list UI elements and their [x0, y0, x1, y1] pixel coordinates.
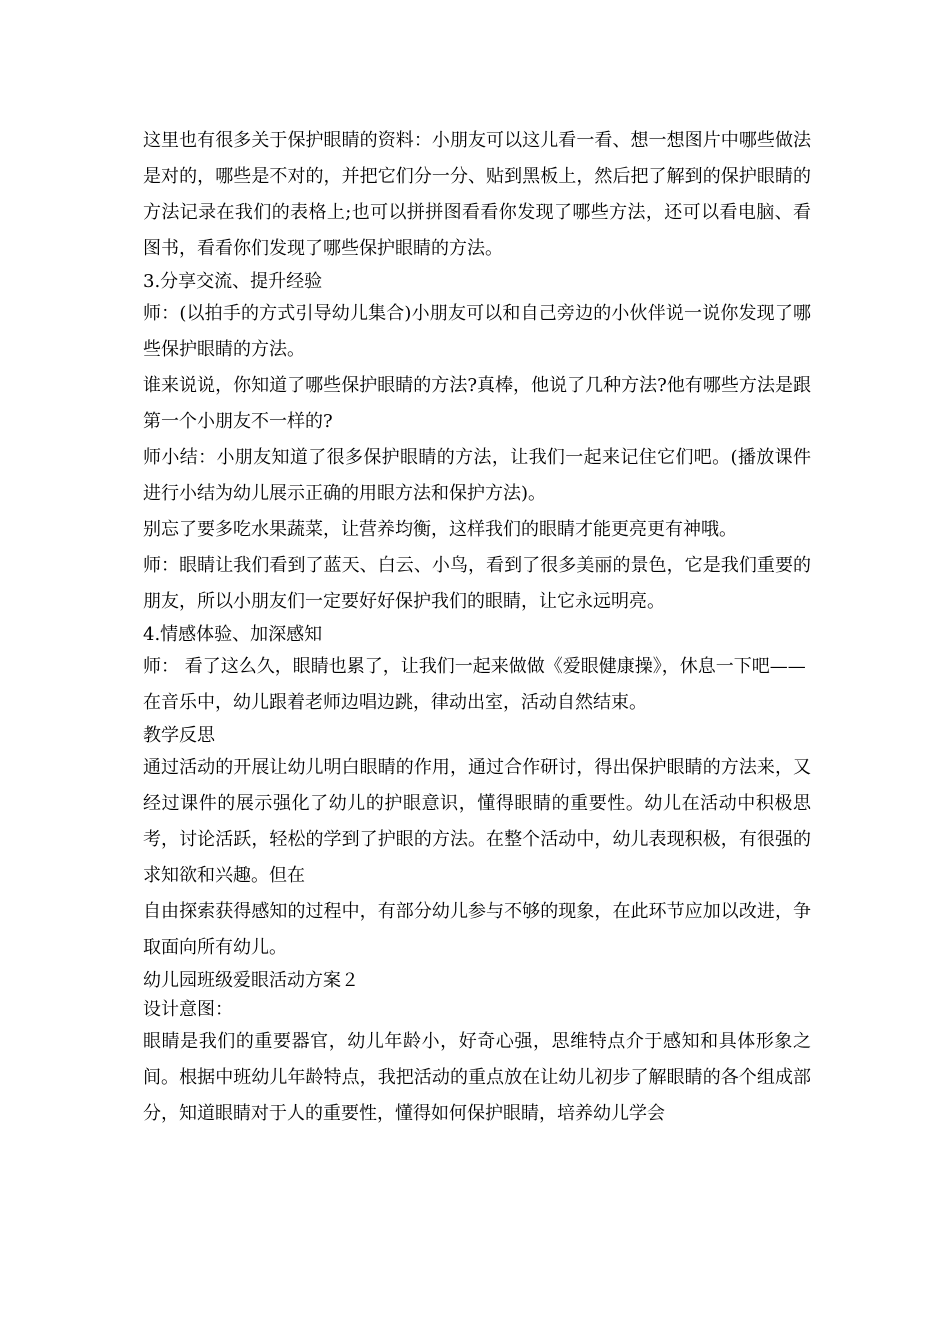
section-heading-teaching-reflection: 教学反思: [143, 725, 215, 746]
section-heading-design-intent: 设计意图：: [143, 999, 233, 1020]
paragraph-music-end: 在音乐中，幼儿跟着老师边唱边跳，律动出室，活动自然结束。: [143, 692, 647, 713]
paragraph-reflection-improve: 自由探索获得感知的过程中，有部分幼儿参与不够的现象，在此环节应加以改进，争取面向所有幼儿。: [143, 901, 811, 958]
paragraph-who-says: 谁来说说，你知道了哪些保护眼睛的方法?真棒，他说了几种方法?他有哪些方法是跟第一个小朋友不一样的?: [143, 375, 811, 432]
paragraph-eat-fruits: 别忘了要多吃水果蔬菜，让营养均衡，这样我们的眼睛才能更亮更有神哦。: [143, 519, 737, 540]
paragraph-protect-eyes-materials: 这里也有很多关于保护眼睛的资料：小朋友可以这儿看一看、想一想图片中哪些做法是对的，哪些是不对的，并把它们分一分、贴到黑板上，然后把了解到的保护眼睛的方法记录在我们的表格上;也可以拼拼图看看你发现了哪些方法，还可以看电脑、看图书，看看你们发现了哪些保护眼睛的方法。: [143, 130, 811, 259]
paragraph-teacher-summary: 师小结：小朋友知道了很多保护眼睛的方法，让我们一起来记住它们吧。(播放课件进行小结为幼儿展示正确的用眼方法和保护方法)。: [143, 447, 811, 504]
section-heading-emotional-experience: 4.情感体验、加深感知: [143, 624, 323, 645]
document-body: [143, 123, 811, 1132]
paragraph-reflection-body: 通过活动的开展让幼儿明白眼睛的作用，通过合作研讨，得出保护眼睛的方法来，又经过课件的展示强化了幼儿的护眼意识，懂得眼睛的重要性。幼儿在活动中积极思考，讨论活跃，轻松的学到了护眼的方法。在整个活动中，幼儿表现积极，有很强的求知欲和兴趣。但在: [143, 757, 811, 886]
section-heading-share-exchange: 3.分享交流、提升经验: [143, 271, 323, 292]
paragraph-eyes-friends: 师：眼睛让我们看到了蓝天、白云、小鸟，看到了很多美丽的景色，它是我们重要的朋友，所以小朋友们一定要好好保护我们的眼睛，让它永远明亮。: [143, 555, 811, 612]
document-title-plan-2: 幼儿园班级爱眼活动方案２: [143, 970, 359, 991]
paragraph-design-intent-body: 眼睛是我们的重要器官，幼儿年龄小，好奇心强，思维特点介于感知和具体形象之间。根据中班幼儿年龄特点，我把活动的重点放在让幼儿初步了解眼睛的各个组成部分，知道眼睛对于人的重要性，懂得如何保护眼睛，培养幼儿学会: [143, 1031, 811, 1124]
paragraph-teacher-gather: 师：(以拍手的方式引导幼儿集合)小朋友可以和自己旁边的小伙伴说一说你发现了哪些保护眼睛的方法。: [143, 303, 811, 360]
paragraph-eye-exercise: 师： 看了这么久，眼睛也累了，让我们一起来做做《爱眼健康操》，休息一下吧——: [143, 656, 806, 677]
